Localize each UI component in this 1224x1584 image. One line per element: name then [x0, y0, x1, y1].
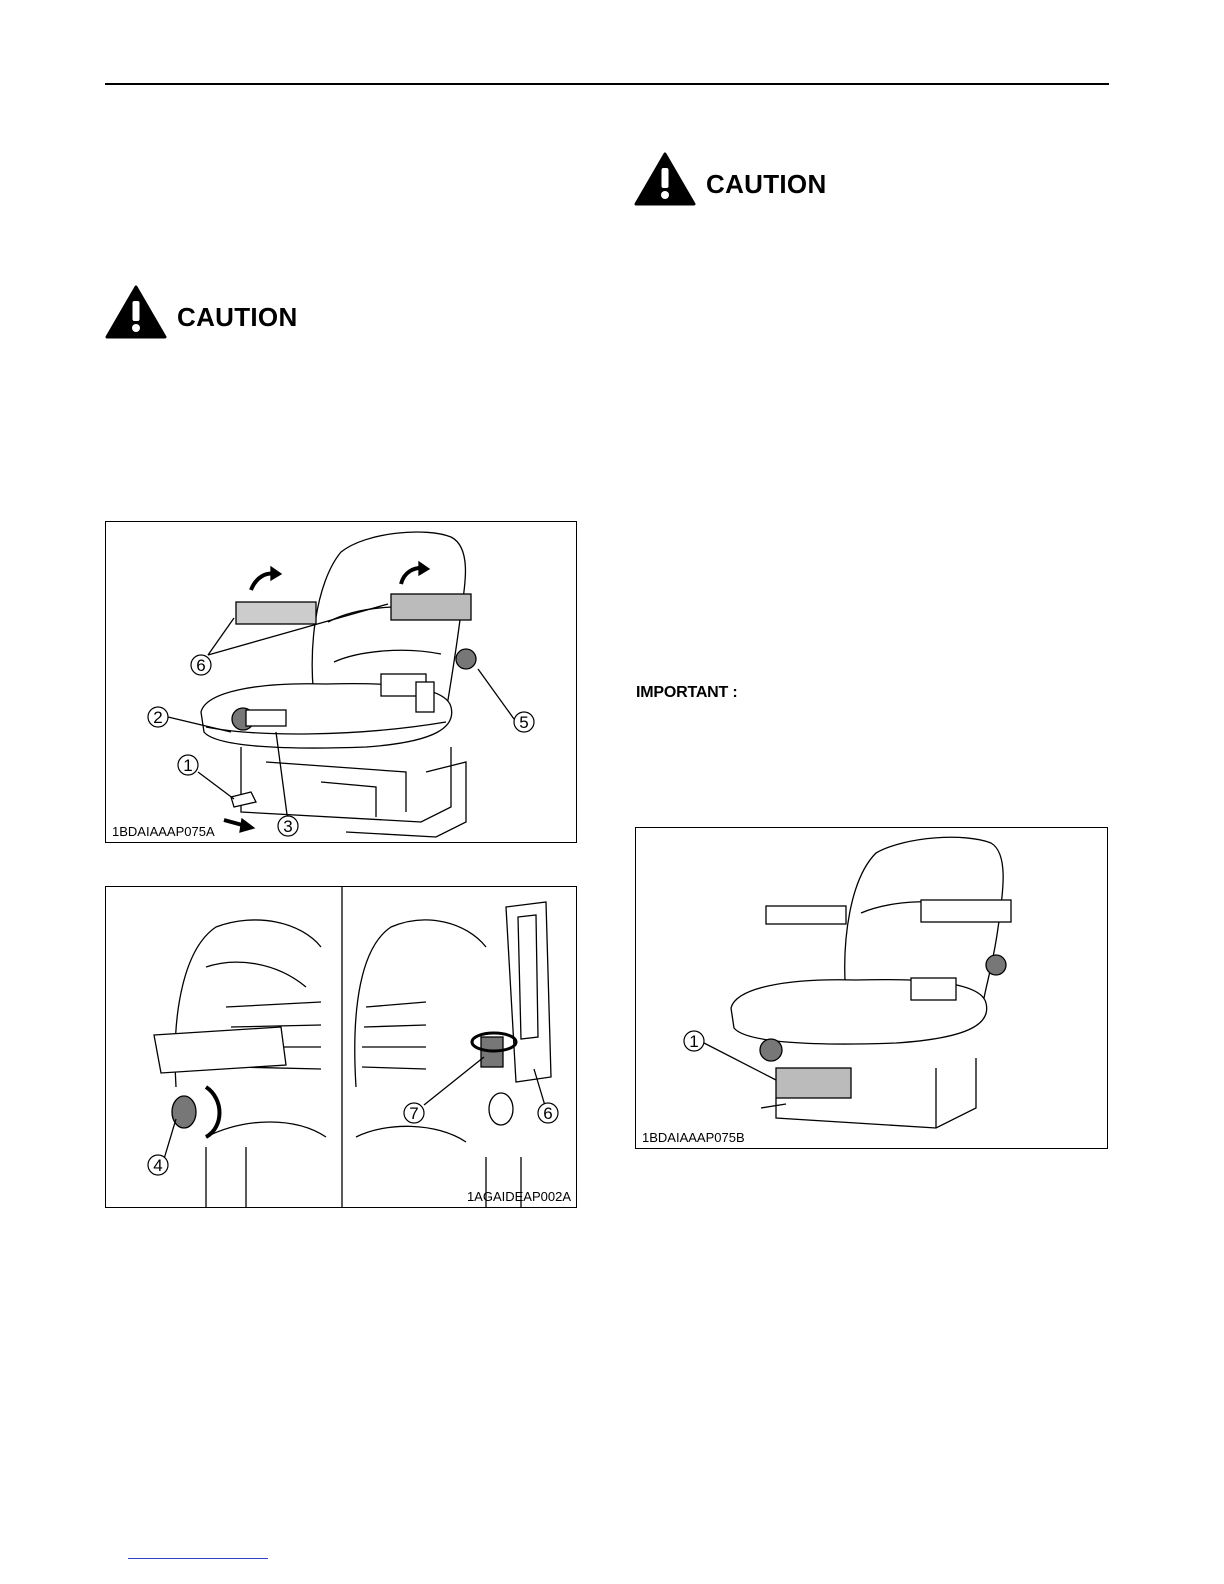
seat-illustration	[106, 522, 576, 842]
callout-1: 1	[183, 756, 193, 775]
callout-2: 2	[153, 708, 163, 727]
callout-3: 3	[283, 817, 293, 836]
figure-armrest-adjustment	[105, 886, 577, 1208]
callout-6: 6	[196, 656, 206, 675]
callout-7: 7	[409, 1104, 419, 1123]
callout-4: 4	[153, 1156, 163, 1175]
important-label: IMPORTANT :	[636, 684, 738, 701]
seat-base-illustration	[636, 828, 1107, 1148]
warning-triangle-icon	[634, 152, 696, 206]
header-rule	[105, 83, 1109, 85]
figure-code: 1BDAIAAAP075B	[642, 1130, 745, 1145]
callout-1: 1	[689, 1032, 699, 1051]
caution-heading-left	[105, 285, 298, 339]
caution-label: CAUTION	[706, 168, 827, 199]
caution-label: CAUTION	[177, 301, 298, 332]
callout-6: 6	[543, 1104, 553, 1123]
footer-link-underline[interactable]	[128, 1558, 268, 1559]
figure-code: 1AGAIDEAP002A	[466, 1189, 571, 1204]
armrest-illustration	[106, 887, 576, 1207]
figure-seat-adjustment	[105, 521, 577, 843]
callout-5: 5	[519, 713, 529, 732]
figure-code: 1BDAIAAAP075A	[112, 824, 215, 839]
caution-heading-right	[634, 152, 827, 206]
figure-seat-base	[635, 827, 1108, 1149]
warning-triangle-icon	[105, 285, 167, 339]
